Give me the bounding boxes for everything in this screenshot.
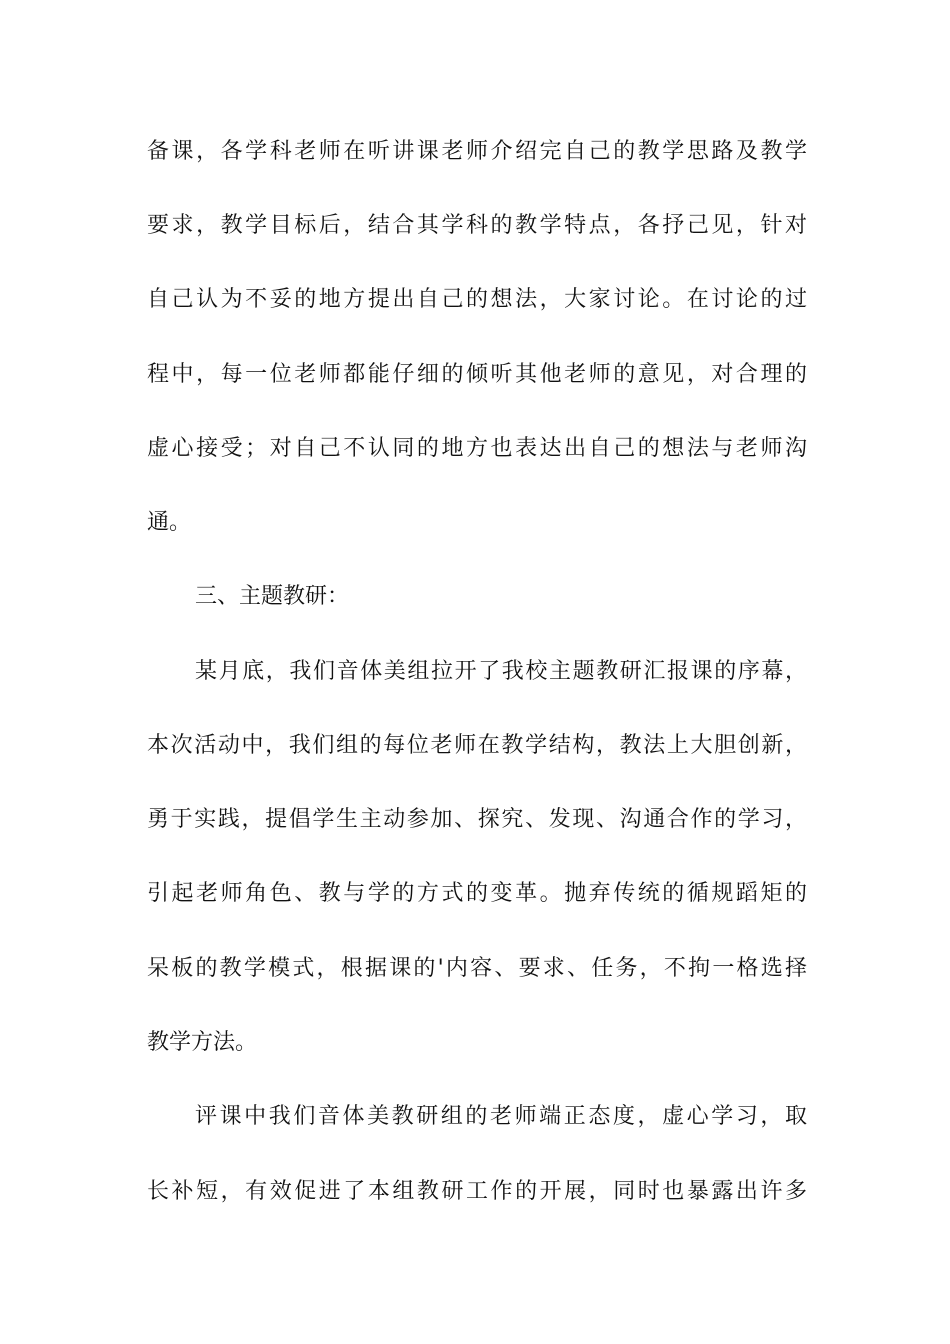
text-line: 要求，教学目标后，结合其学科的教学特点，各抒己见，针对 [147, 213, 807, 238]
text-line: 教学方法。 [147, 1030, 258, 1055]
text-line: 勇于实践，提倡学生主动参加、探究、发现、沟通合作的学习， [147, 807, 807, 832]
text-line: 引起老师角色、教与学的方式的变革。抛弃传统的循规蹈矩的 [147, 881, 807, 906]
text-line: 程中，每一位老师都能仔细的倾听其他老师的意见，对合理的 [147, 362, 807, 387]
text-line: 自己认为不妥的地方提出自己的想法，大家讨论。在讨论的过 [147, 287, 807, 312]
text-line: 长补短，有效促进了本组教研工作的开展，同时也暴露出许多 [147, 1179, 807, 1204]
section-heading: 三、主题教研： [195, 584, 350, 609]
text-line: 评课中我们音体美教研组的老师端正态度，虚心学习，取 [195, 1104, 807, 1129]
text-line: 备课，各学科老师在听讲课老师介绍完自己的教学思路及教学 [147, 139, 807, 164]
text-line: 本次活动中，我们组的每位老师在教学结构，教法上大胆创新， [147, 733, 807, 758]
text-line: 某月底，我们音体美组拉开了我校主题教研汇报课的序幕， [195, 659, 807, 684]
text-line: 通。 [147, 510, 192, 535]
text-line: 虚心接受；对自己不认同的地方也表达出自己的想法与老师沟 [147, 436, 807, 461]
text-line: 呆板的教学模式，根据课的'内容、要求、任务，不拘一格选择 [147, 956, 807, 981]
